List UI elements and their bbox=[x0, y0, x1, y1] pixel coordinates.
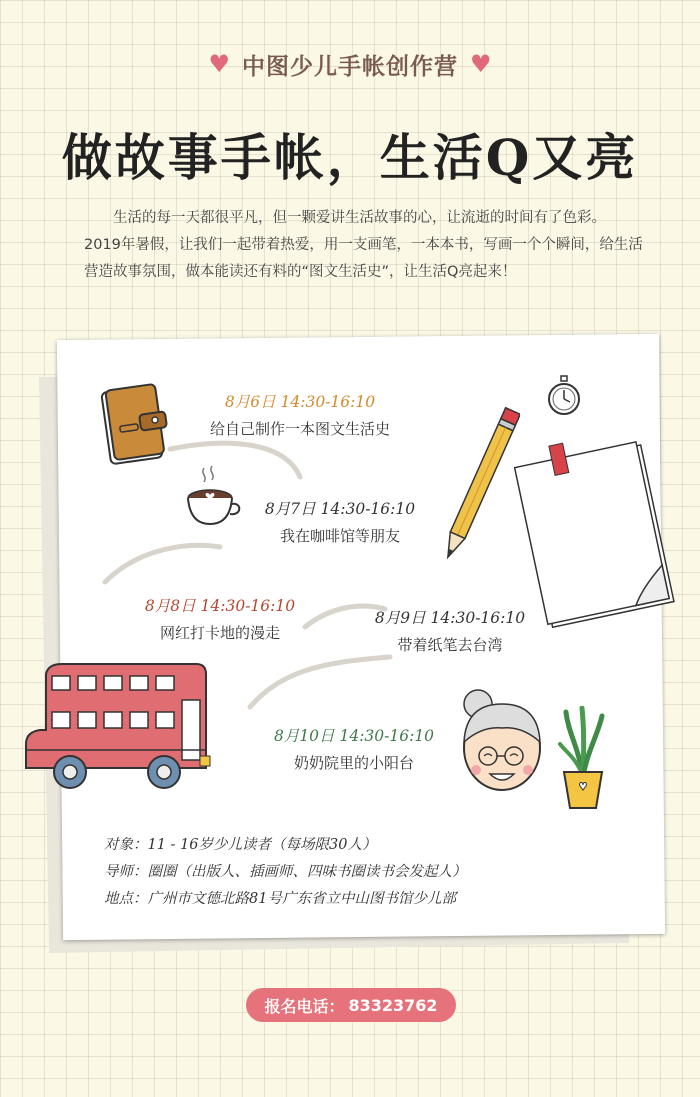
event-item-3 bbox=[100, 594, 340, 643]
event-name: 网红打卡地的漫走 bbox=[159, 624, 280, 642]
event-date: 8月7日 14:30-16:10 bbox=[264, 500, 416, 518]
event-date: 8月10日 14:30-16:10 bbox=[273, 727, 435, 745]
event-item-5 bbox=[234, 724, 474, 773]
event-item-4 bbox=[330, 606, 570, 655]
header-row bbox=[0, 44, 700, 84]
mentor-text: 导师：圈圈（出版人、插画师、四味书圈读书会发起人） bbox=[104, 864, 467, 880]
event-name: 给自己制作一本图文生活史 bbox=[209, 420, 390, 438]
location-text: 地点：广州市文德北路81号广东省立中山图书馆少儿部 bbox=[104, 891, 456, 907]
event-date: 8月6日 14:30-16:10 bbox=[224, 393, 376, 411]
heart-icon: ♥ bbox=[470, 50, 492, 78]
stopwatch-icon bbox=[546, 375, 582, 417]
plant-pot-icon bbox=[558, 706, 608, 812]
signup-label: 报名电话： bbox=[264, 996, 345, 1016]
event-item-1 bbox=[180, 390, 420, 439]
intro-text bbox=[84, 205, 644, 286]
intro-line-1: 生活的每一天都很平凡，但一颗爱讲生活故事的心，让流逝的时间有了色彩。 bbox=[113, 210, 606, 226]
event-name: 我在咖啡馆等朋友 bbox=[279, 527, 400, 545]
intro-line-2: 2019年暑假，让我们一起带着热爱，用一支画笔，一本本书，写画一个个瞬间，给生活营造故事氛围，做本能读还有料的“图文生活史”，让生活Q亮起来！ bbox=[84, 237, 643, 280]
camp-subtitle: 中图少儿手帐创作营 bbox=[242, 53, 458, 80]
info-block bbox=[104, 832, 584, 913]
page-title: 做故事手帐，生活Q又亮 bbox=[61, 128, 639, 187]
event-name: 带着纸笔去台湾 bbox=[397, 636, 503, 654]
event-item-2 bbox=[220, 497, 460, 546]
bus-icon bbox=[18, 660, 214, 800]
signup-phone-number: 83323762 bbox=[348, 995, 438, 1015]
event-name: 奶奶院里的小阳台 bbox=[293, 754, 414, 772]
event-date: 8月8日 14:30-16:10 bbox=[144, 597, 296, 615]
audience-text: 对象：11 - 16岁少儿读者（每场限30人） bbox=[104, 837, 377, 853]
notebook-icon bbox=[100, 383, 170, 465]
event-date: 8月9日 14:30-16:10 bbox=[374, 609, 526, 627]
signup-phone-badge[interactable] bbox=[246, 988, 456, 1022]
heart-icon: ♥ bbox=[208, 50, 230, 78]
